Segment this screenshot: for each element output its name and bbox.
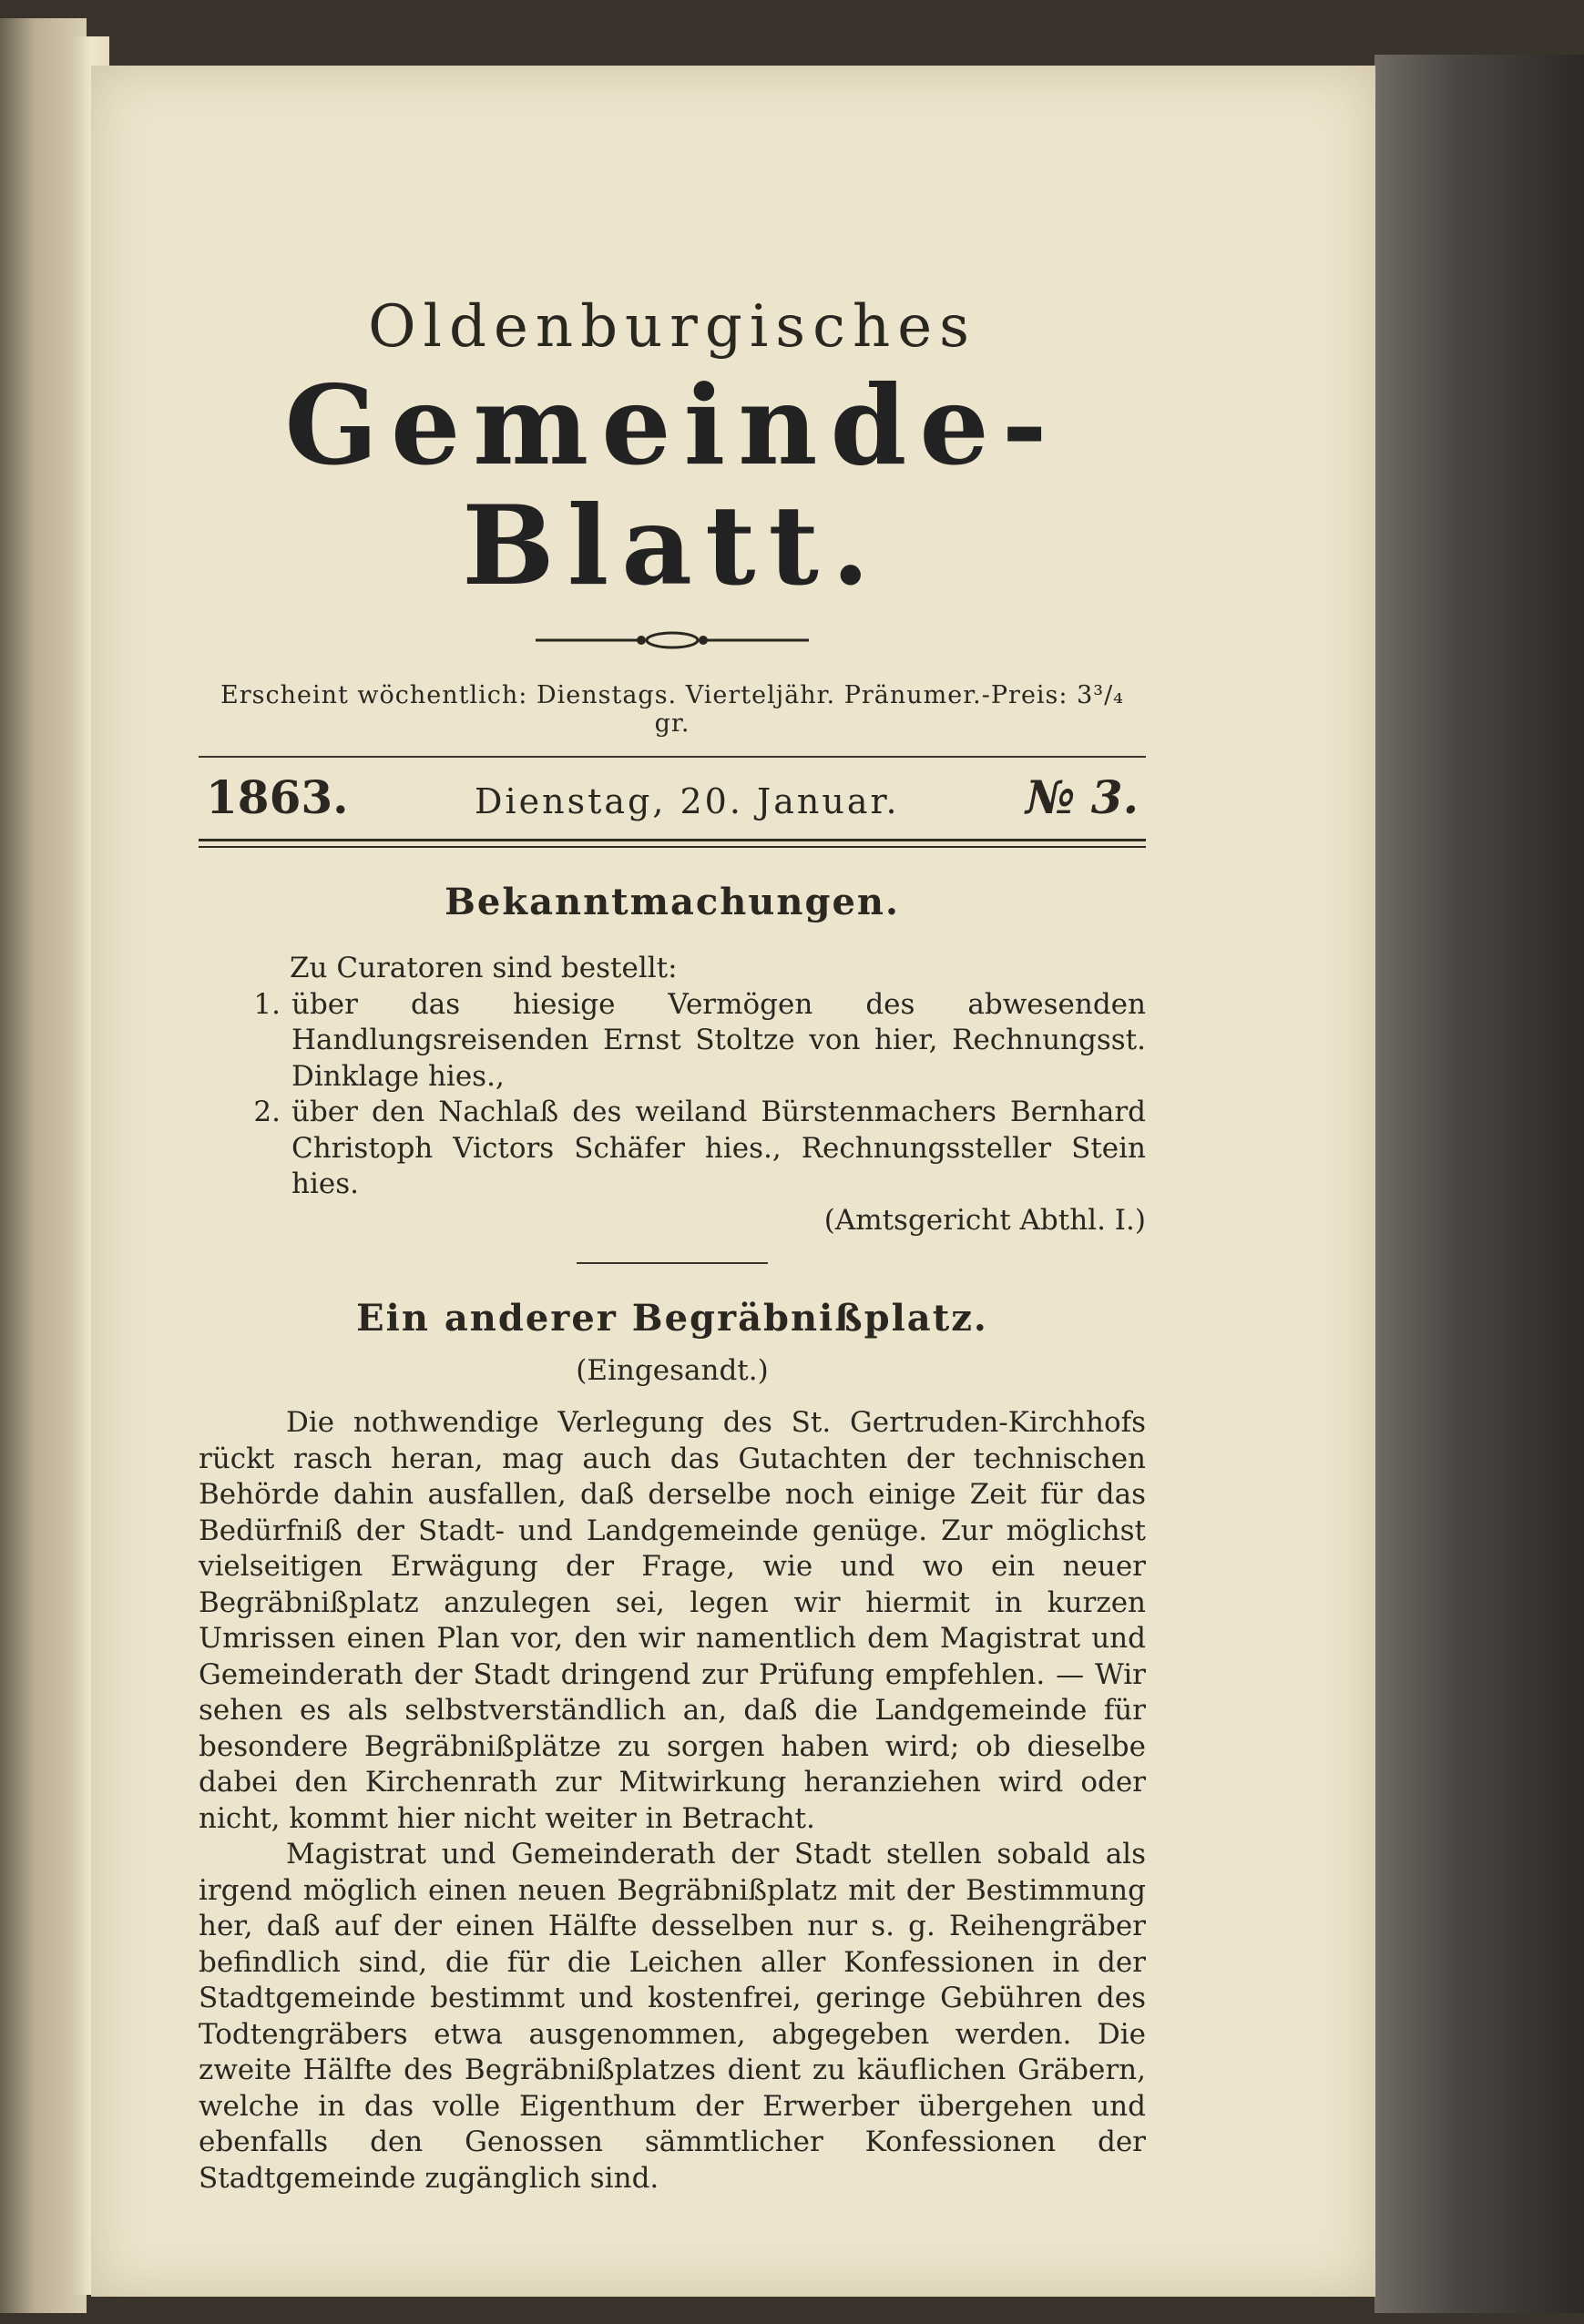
- ornament-rule: [536, 630, 809, 650]
- list-text: über das hiesige Vermögen des abwesenden Handlungsreisenden Ernst Stoltze von hier, Rechnungsst. Dinklage hies.,: [291, 987, 1146, 1093]
- book-cover-edge: [1375, 55, 1584, 2313]
- masthead-title: Gemeinde-Blatt.: [284, 362, 1060, 610]
- announcement-source: (Amtsgericht Abthl. I.): [823, 1203, 1146, 1237]
- issue-number: № 3.: [1026, 770, 1139, 824]
- double-divider: [199, 839, 1146, 848]
- dateline: [199, 770, 1146, 824]
- issue-date: Dienstag, 20. Januar.: [475, 781, 900, 821]
- issue-year: 1863.: [206, 770, 349, 824]
- divider: [199, 756, 1146, 758]
- list-text: über den Nachlaß des weiland Bürstenmachers Bernhard Christoph Victors Schäfer hies., Rechnungssteller Stein hies.: [291, 1096, 1146, 1200]
- list-item: [199, 987, 1146, 1096]
- page-column: [199, 229, 1146, 2197]
- article-paragraph: Die nothwendige Verlegung des St. Gertruden-Kirchhofs rückt rasch heran, mag auch das Gutachten der technischen Behörde dahin ausfallen, daß derselbe noch einige Zeit für das Bedürfniß der Stadt- und Landgemeinde genüge. Zur möglichst vielseitigen Erwägung der Frage, wie und wo ein neuer Begräbnißplatz anzulegen sei, legen wir hiermit in kurzen Umrissen einen Plan vor, den wir namentlich dem Magistrat und Gemeinderath der Stadt dringend zur Prüfung empfehlen. — Wir sehen es als selbstverständlich an, daß die Landgemeinde für besondere Begräbnißplätze zu sorgen haben wird; ob dieselbe dabei den Kirchenrath zur Mitwirkung heranziehen wird oder nicht, kommt hier nicht weiter in Betracht.: [199, 1406, 1146, 1835]
- section-separator: [577, 1262, 768, 1264]
- newspaper-page: [91, 66, 1375, 2297]
- list-number: 1.: [253, 987, 281, 1021]
- publication-info: Erscheint wöchentlich: Dienstags. Vierteljähr. Pränumer.-Preis: 3³/₄ gr.: [220, 681, 1125, 738]
- masthead-top: Oldenburgisches: [368, 293, 976, 361]
- section-heading-burial-ground: Ein anderer Begräbnißplatz.: [356, 1297, 988, 1340]
- announcement-intro: Zu Curatoren sind bestellt:: [290, 952, 678, 984]
- section-subheading: (Eingesandt.): [576, 1354, 769, 1387]
- list-number: 2.: [253, 1096, 281, 1128]
- list-item: [199, 1095, 1146, 1203]
- section-heading-announcements: Bekanntmachungen.: [445, 881, 900, 923]
- article-paragraph: Magistrat und Gemeinderath der Stadt stellen sobald als irgend möglich einen neuen Begräbnißplatz mit der Bestimmung her, daß auf der einen Hälfte desselben nur s. g. Reihengräber befindlich sind, die für die Leichen aller Konfessionen in der Stadtgemeinde bestimmt und kostenfrei, geringe Gebühren des Todtengräbers etwa ausgenommen, abgegeben werden. Die zweite Hälfte des Begräbnißplatzes dient zu käuflichen Gräbern, welche in das volle Eigenthum der Erwerber übergehen und ebenfalls den Genossen sämmtlicher Konfessionen der Stadtgemeinde zugänglich sind.: [199, 1838, 1146, 2195]
